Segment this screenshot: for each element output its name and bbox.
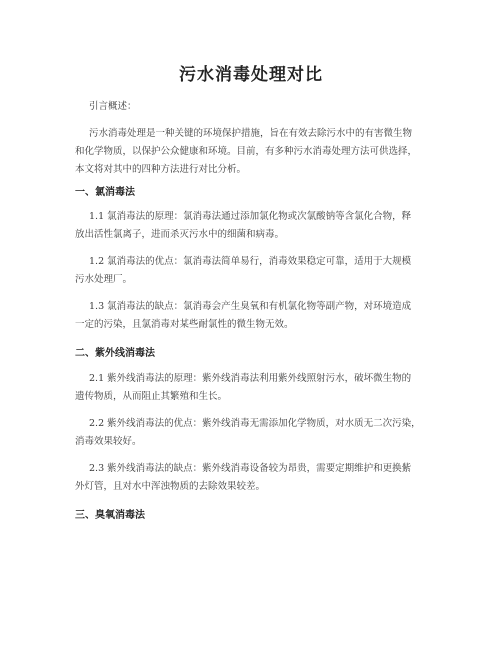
intro-line: 和化学物质，以保护公众健康和环境。目前，有多种污水消毒处理方法可供选择， — [75, 146, 418, 157]
paragraph-1-2 — [75, 253, 435, 289]
intro-label — [75, 98, 435, 116]
paragraph-line: 2.3 紫外线消毒法的缺点：紫外线消毒设备较为昂贵，需要定期维护和更换紫 — [89, 463, 412, 474]
paragraph-line: 消毒效果较好。 — [75, 436, 142, 447]
paragraph-line: 2.1 紫外线消毒法的原理：紫外线消毒法利用紫外线照射污水，破坏微生物的 — [89, 373, 412, 384]
section-heading-chlorine: 一、氯消毒法 — [75, 187, 135, 198]
paragraph-line: 1.2 氯消毒法的优点：氯消毒法简单易行，消毒效果稳定可靠，适用于大规模 — [89, 256, 412, 267]
intro-paragraph — [75, 125, 435, 179]
intro-line: 本文将对其中的四种方法进行对比分析。 — [75, 164, 247, 175]
paragraph-line: 遗传物质，从而阻止其繁殖和生长。 — [75, 391, 228, 402]
intro-label-text: 引言概述： — [89, 101, 137, 112]
section-heading-ozone: 三、臭氧消毒法 — [75, 510, 145, 521]
paragraph-2-1 — [75, 370, 435, 406]
intro-line: 污水消毒处理是一种关键的环境保护措施，旨在有效去除污水中的有害微生物 — [89, 128, 413, 139]
paragraph-1-1 — [75, 208, 435, 244]
paragraph-2-3 — [75, 460, 435, 496]
paragraph-line: 放出活性氯离子，进而杀灭污水中的细菌和病毒。 — [75, 229, 285, 240]
paragraph-1-3 — [75, 298, 435, 334]
paragraph-2-2 — [75, 415, 435, 451]
paragraph-line: 2.2 紫外线消毒法的优点：紫外线消毒无需添加化学物质，对水质无二次污染， — [89, 418, 421, 429]
paragraph-line: 1.1 氯消毒法的原理：氯消毒法通过添加氯化物或次氯酸钠等含氯化合物，释 — [89, 211, 412, 222]
paragraph-line: 污水处理厂。 — [75, 274, 133, 285]
paragraph-line: 1.3 氯消毒法的缺点：氯消毒会产生臭氧和有机氯化物等副产物，对环境造成 — [89, 301, 412, 312]
paragraph-line: 外灯管，且对水中浑浊物质的去除效果较差。 — [75, 481, 266, 492]
section-heading-uv: 二、紫外线消毒法 — [75, 348, 155, 359]
paragraph-line: 一定的污染，且氯消毒对某些耐氯性的微生物无效。 — [75, 319, 294, 330]
page-title: 污水消毒处理对比 — [179, 65, 323, 85]
